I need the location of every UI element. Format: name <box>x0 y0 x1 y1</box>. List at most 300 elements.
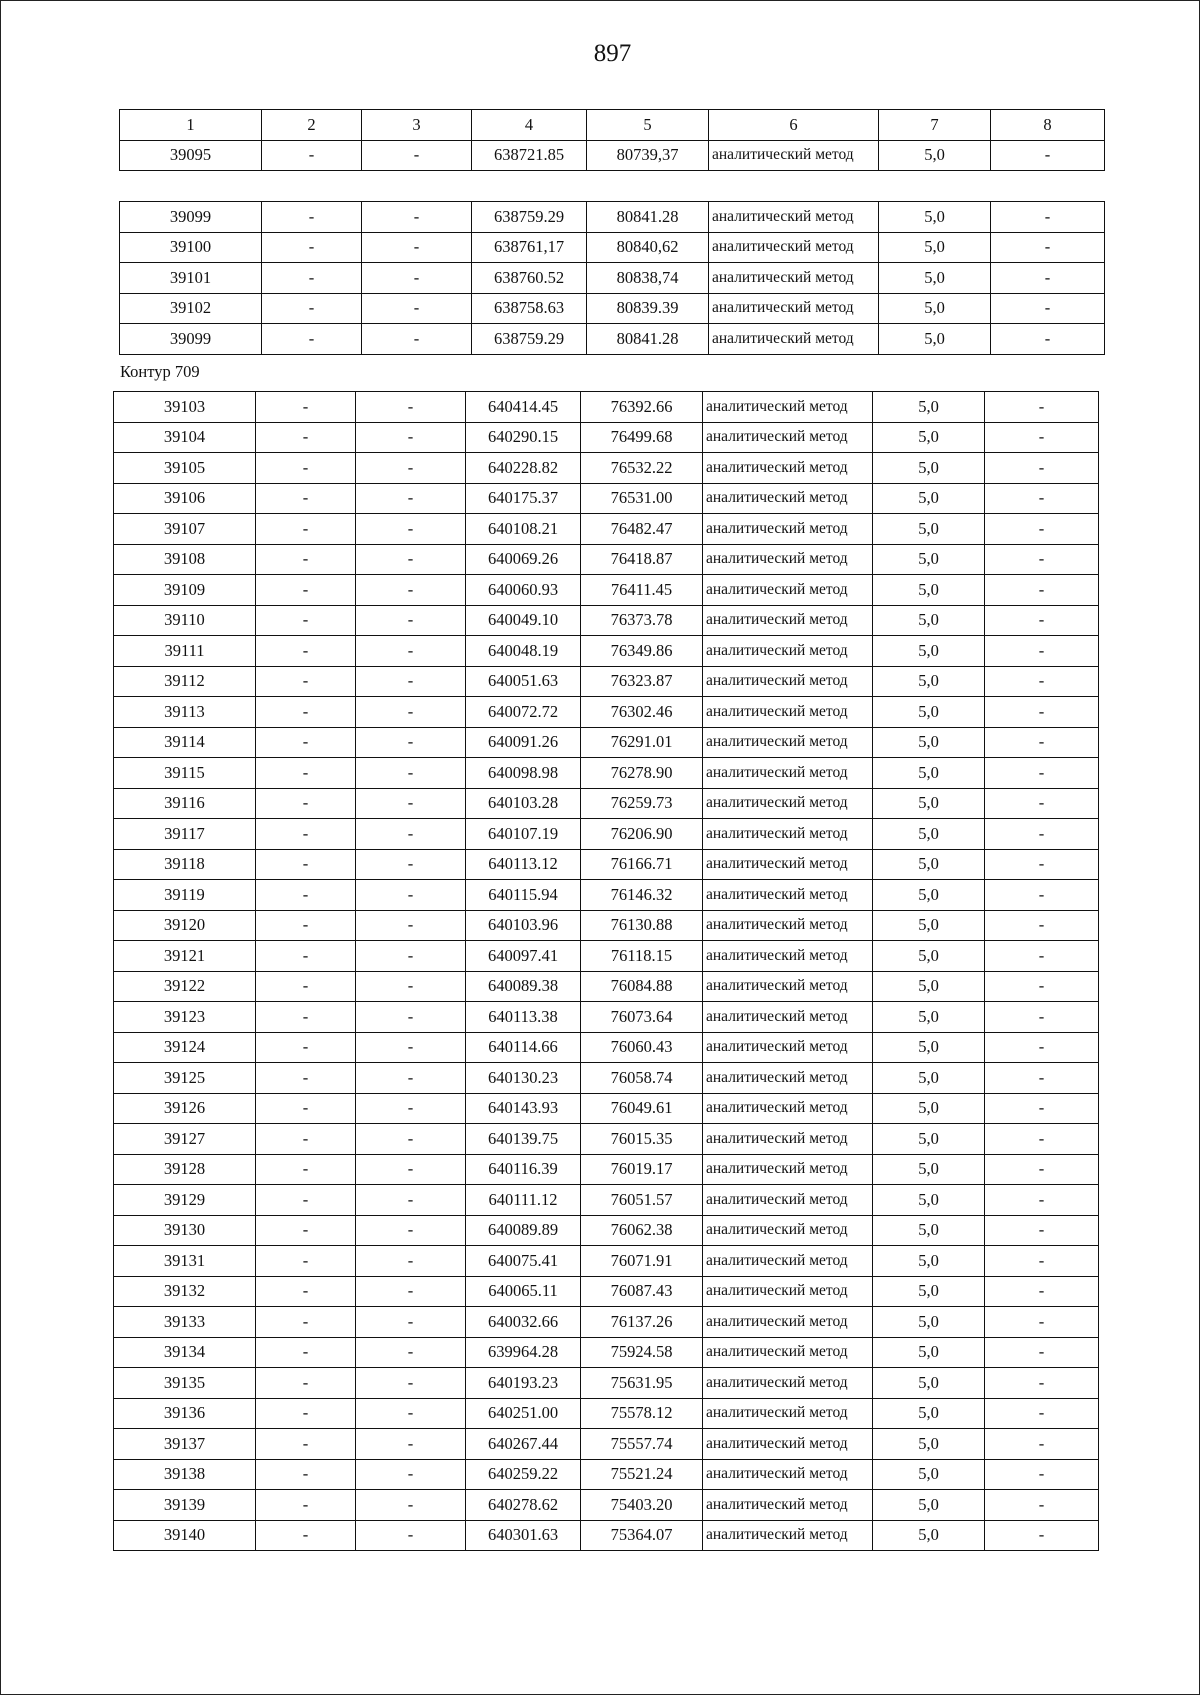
table-cell-col-2: - <box>262 293 362 324</box>
table-row <box>114 727 1099 758</box>
table-cell-col-8: - <box>985 1307 1099 1338</box>
table-cell-col-6: аналитический метод <box>703 453 873 484</box>
table-cell-col-5: 76482.47 <box>581 514 703 545</box>
table-cell-col-8: - <box>985 1368 1099 1399</box>
table-cell-col-3: - <box>356 1307 466 1338</box>
page-number: 897 <box>593 40 632 67</box>
table-cell-col-4: 640103.28 <box>466 788 581 819</box>
table-cell-col-1: 39117 <box>114 819 256 850</box>
table-cell-col-8: - <box>985 1398 1099 1429</box>
table-cell-col-8: - <box>985 544 1099 575</box>
table-cell-col-6: аналитический метод <box>703 1002 873 1033</box>
table-cell-col-4: 638760.52 <box>472 263 587 294</box>
table-cell-col-2: - <box>256 1490 356 1521</box>
table-row <box>114 1368 1099 1399</box>
table-cell-col-4: 640048.19 <box>466 636 581 667</box>
table-row <box>114 514 1099 545</box>
table-cell-col-2: - <box>256 880 356 911</box>
table-cell-col-4: 640060.93 <box>466 575 581 606</box>
table-row <box>120 293 1105 324</box>
table-cell-col-3: - <box>356 1093 466 1124</box>
table-row <box>120 202 1105 233</box>
table-cell-col-2: - <box>256 514 356 545</box>
table-cell-col-6: аналитический метод <box>703 1185 873 1216</box>
table-cell-col-6: аналитический метод <box>703 544 873 575</box>
table-cell-col-1: 39132 <box>114 1276 256 1307</box>
table-cell-col-5: 76015.35 <box>581 1124 703 1155</box>
table-cell-col-7: 5,0 <box>873 422 985 453</box>
table-cell-col-1: 39108 <box>114 544 256 575</box>
table-cell-col-2: - <box>256 392 356 423</box>
table-cell-col-8: - <box>985 1093 1099 1124</box>
table-cell-col-8: - <box>985 788 1099 819</box>
table-cell-col-6: аналитический метод <box>709 293 879 324</box>
table-cell-col-1: 39104 <box>114 422 256 453</box>
table-cell-col-7: 5,0 <box>873 666 985 697</box>
table-cell-col-8: - <box>991 202 1105 233</box>
table-cell-col-4: 638761,17 <box>472 232 587 263</box>
table-row <box>114 392 1099 423</box>
table-cell-col-5: 76373.78 <box>581 605 703 636</box>
table-cell-col-4: 638721.85 <box>472 140 587 171</box>
table-cell-col-7: 5,0 <box>873 636 985 667</box>
table-cell-col-2: - <box>256 422 356 453</box>
table-cell-col-6: аналитический метод <box>703 1032 873 1063</box>
table-cell-col-1: 39123 <box>114 1002 256 1033</box>
table-cell-col-8: - <box>991 293 1105 324</box>
table-cell-col-1: 39134 <box>114 1337 256 1368</box>
table-cell-col-8: - <box>991 232 1105 263</box>
table-cell-col-5: 76062.38 <box>581 1215 703 1246</box>
table-cell-col-6: аналитический метод <box>703 1063 873 1094</box>
table-cell-col-8: - <box>991 324 1105 355</box>
table-cell-col-2: - <box>256 788 356 819</box>
table-cell-col-8: - <box>985 392 1099 423</box>
table-cell-col-5: 76291.01 <box>581 727 703 758</box>
table-cell-col-8: - <box>985 514 1099 545</box>
table-cell-col-1: 39111 <box>114 636 256 667</box>
table-cell-col-1: 39122 <box>114 971 256 1002</box>
table-cell-col-2: - <box>256 1429 356 1460</box>
table-cell-col-3: - <box>356 697 466 728</box>
table-cell-col-4: 640139.75 <box>466 1124 581 1155</box>
table-cell-col-5: 76392.66 <box>581 392 703 423</box>
table-cell-col-7: 5,0 <box>873 1398 985 1429</box>
table-row <box>114 880 1099 911</box>
table-cell-col-8: - <box>985 1154 1099 1185</box>
table-cell-col-7: 5,0 <box>873 483 985 514</box>
table-cell-col-7: 5,0 <box>873 1276 985 1307</box>
table-cell-col-2: - <box>262 324 362 355</box>
table-cell-col-6: аналитический метод <box>703 636 873 667</box>
table-cell-col-7: 5,0 <box>873 392 985 423</box>
table-cell-col-2: - <box>262 263 362 294</box>
table-cell-col-8: - <box>985 1185 1099 1216</box>
table-cell-col-5: 80839.39 <box>587 293 709 324</box>
table-cell-col-8: - <box>985 849 1099 880</box>
table-cell-col-4: 640143.93 <box>466 1093 581 1124</box>
table-cell-col-2: - <box>256 1093 356 1124</box>
table-cell-col-7: 5,0 <box>873 1124 985 1155</box>
table-cell-col-3: - <box>356 1154 466 1185</box>
table-row <box>114 422 1099 453</box>
table-cell-col-4: 640175.37 <box>466 483 581 514</box>
table-cell-col-6: аналитический метод <box>703 1307 873 1338</box>
table-cell-col-2: - <box>256 1246 356 1277</box>
column-header: 5 <box>587 110 709 141</box>
table-row <box>120 263 1105 294</box>
table-cell-col-1: 39125 <box>114 1063 256 1094</box>
table-row <box>114 1276 1099 1307</box>
table-cell-col-1: 39133 <box>114 1307 256 1338</box>
table-row <box>114 666 1099 697</box>
table-cell-col-3: - <box>356 971 466 1002</box>
table-cell-col-2: - <box>256 1307 356 1338</box>
table-cell-col-6: аналитический метод <box>709 140 879 171</box>
table-cell-col-1: 39114 <box>114 727 256 758</box>
table-cell-col-2: - <box>262 140 362 171</box>
table-cell-col-2: - <box>256 453 356 484</box>
table-row <box>114 1093 1099 1124</box>
table-cell-col-4: 640259.22 <box>466 1459 581 1490</box>
table-cell-col-4: 640069.26 <box>466 544 581 575</box>
table-cell-col-1: 39116 <box>114 788 256 819</box>
table-cell-col-5: 80739,37 <box>587 140 709 171</box>
table-cell-col-3: - <box>356 727 466 758</box>
table-cell-col-5: 76130.88 <box>581 910 703 941</box>
table-cell-col-4: 638759.29 <box>472 324 587 355</box>
table-cell-col-5: 76259.73 <box>581 788 703 819</box>
table-cell-col-3: - <box>356 1063 466 1094</box>
table-cell-col-4: 640228.82 <box>466 453 581 484</box>
table-cell-col-3: - <box>356 1246 466 1277</box>
table-cell-col-6: аналитический метод <box>703 514 873 545</box>
table-row <box>114 575 1099 606</box>
table-row <box>114 483 1099 514</box>
table-row <box>114 910 1099 941</box>
column-header: 7 <box>879 110 991 141</box>
table-cell-col-3: - <box>356 1459 466 1490</box>
table-cell-col-1: 39139 <box>114 1490 256 1521</box>
table-cell-col-2: - <box>256 666 356 697</box>
table-cell-col-2: - <box>256 910 356 941</box>
table-cell-col-2: - <box>256 1337 356 1368</box>
table-cell-col-8: - <box>985 1276 1099 1307</box>
table-cell-col-6: аналитический метод <box>703 1246 873 1277</box>
table-cell-col-6: аналитический метод <box>703 1520 873 1551</box>
table-cell-col-1: 39138 <box>114 1459 256 1490</box>
table-cell-col-3: - <box>356 1337 466 1368</box>
table-cell-col-6: аналитический метод <box>703 1154 873 1185</box>
table-cell-col-2: - <box>256 1154 356 1185</box>
table-cell-col-4: 640290.15 <box>466 422 581 453</box>
table-cell-col-6: аналитический метод <box>703 727 873 758</box>
table-cell-col-3: - <box>356 514 466 545</box>
table-cell-col-4: 640414.45 <box>466 392 581 423</box>
table-cell-col-5: 76137.26 <box>581 1307 703 1338</box>
table-cell-col-2: - <box>256 1215 356 1246</box>
table-cell-col-7: 5,0 <box>873 1063 985 1094</box>
table-cell-col-1: 39113 <box>114 697 256 728</box>
table-cell-col-5: 76084.88 <box>581 971 703 1002</box>
table-cell-col-7: 5,0 <box>873 544 985 575</box>
table-cell-col-2: - <box>262 202 362 233</box>
table-cell-col-5: 76411.45 <box>581 575 703 606</box>
table-cell-col-4: 640251.00 <box>466 1398 581 1429</box>
table-row <box>114 1429 1099 1460</box>
table-cell-col-6: аналитический метод <box>703 697 873 728</box>
table-cell-col-4: 640089.38 <box>466 971 581 1002</box>
column-header: 4 <box>472 110 587 141</box>
table-cell-col-4: 640049.10 <box>466 605 581 636</box>
table-row <box>114 1459 1099 1490</box>
table-row <box>114 453 1099 484</box>
table-cell-col-6: аналитический метод <box>703 1368 873 1399</box>
table-cell-col-5: 76049.61 <box>581 1093 703 1124</box>
table-cell-col-8: - <box>985 422 1099 453</box>
table-row <box>114 1154 1099 1185</box>
table-cell-col-1: 39105 <box>114 453 256 484</box>
table-cell-col-8: - <box>985 1490 1099 1521</box>
table-cell-col-7: 5,0 <box>873 910 985 941</box>
table-cell-col-7: 5,0 <box>873 1215 985 1246</box>
table-cell-col-6: аналитический метод <box>703 971 873 1002</box>
table-cell-col-4: 640075.41 <box>466 1246 581 1277</box>
table-cell-col-3: - <box>356 758 466 789</box>
table-cell-col-5: 76073.64 <box>581 1002 703 1033</box>
table-cell-col-2: - <box>256 636 356 667</box>
table-cell-col-5: 76051.57 <box>581 1185 703 1216</box>
table-cell-col-6: аналитический метод <box>703 392 873 423</box>
table-header-row <box>120 110 1105 141</box>
column-header: 3 <box>362 110 472 141</box>
table-cell-col-1: 39107 <box>114 514 256 545</box>
table-row <box>114 1032 1099 1063</box>
table-cell-col-7: 5,0 <box>879 293 991 324</box>
table-row <box>114 1185 1099 1216</box>
table-cell-col-6: аналитический метод <box>703 849 873 880</box>
table-cell-col-7: 5,0 <box>873 849 985 880</box>
table-cell-col-7: 5,0 <box>873 1307 985 1338</box>
table-cell-col-7: 5,0 <box>873 1154 985 1185</box>
table-cell-col-3: - <box>356 422 466 453</box>
table-cell-col-3: - <box>356 636 466 667</box>
table-cell-col-3: - <box>356 575 466 606</box>
table-cell-col-2: - <box>262 232 362 263</box>
table-cell-col-1: 39128 <box>114 1154 256 1185</box>
table-cell-col-3: - <box>356 1490 466 1521</box>
table-cell-col-5: 76146.32 <box>581 880 703 911</box>
table-cell-col-4: 640098.98 <box>466 758 581 789</box>
table-cell-col-5: 75521.24 <box>581 1459 703 1490</box>
table-cell-col-3: - <box>356 544 466 575</box>
table-cell-col-7: 5,0 <box>879 263 991 294</box>
table-cell-col-3: - <box>356 1368 466 1399</box>
table-cell-col-5: 76499.68 <box>581 422 703 453</box>
table-row <box>114 544 1099 575</box>
table-cell-col-7: 5,0 <box>873 1429 985 1460</box>
table-cell-col-5: 76531.00 <box>581 483 703 514</box>
table-cell-col-8: - <box>985 575 1099 606</box>
table-cell-col-4: 640114.66 <box>466 1032 581 1063</box>
table-cell-col-3: - <box>356 1032 466 1063</box>
table-cell-col-3: - <box>356 1276 466 1307</box>
table-cell-col-5: 76058.74 <box>581 1063 703 1094</box>
table-cell-col-1: 39115 <box>114 758 256 789</box>
table-cell-col-6: аналитический метод <box>703 941 873 972</box>
table-row <box>114 1337 1099 1368</box>
table-cell-col-3: - <box>356 1398 466 1429</box>
table-cell-col-2: - <box>256 544 356 575</box>
table-cell-col-4: 640032.66 <box>466 1307 581 1338</box>
table-cell-col-4: 640278.62 <box>466 1490 581 1521</box>
table-cell-col-3: - <box>356 605 466 636</box>
table-cell-col-2: - <box>256 1276 356 1307</box>
table-cell-col-6: аналитический метод <box>709 324 879 355</box>
table-cell-col-4: 640113.38 <box>466 1002 581 1033</box>
table-cell-col-4: 640301.63 <box>466 1520 581 1551</box>
table-cell-col-6: аналитический метод <box>703 1459 873 1490</box>
table-cell-col-5: 76418.87 <box>581 544 703 575</box>
table-cell-col-1: 39110 <box>114 605 256 636</box>
table-cell-col-7: 5,0 <box>873 727 985 758</box>
table-cell-col-1: 39140 <box>114 1520 256 1551</box>
table-cell-col-2: - <box>256 1124 356 1155</box>
table-cell-col-8: - <box>985 453 1099 484</box>
table-cell-col-6: аналитический метод <box>703 1337 873 1368</box>
table-cell-col-3: - <box>362 140 472 171</box>
table-cell-col-3: - <box>356 392 466 423</box>
table-cell-col-2: - <box>256 697 356 728</box>
table-cell-col-1: 39109 <box>114 575 256 606</box>
table-cell-col-7: 5,0 <box>879 202 991 233</box>
table-cell-col-7: 5,0 <box>873 575 985 606</box>
table-cell-col-3: - <box>356 880 466 911</box>
table-cell-col-7: 5,0 <box>879 140 991 171</box>
table-cell-col-4: 640091.26 <box>466 727 581 758</box>
table-cell-col-8: - <box>985 1459 1099 1490</box>
table-cell-col-1: 39099 <box>120 202 262 233</box>
table-cell-col-8: - <box>985 697 1099 728</box>
table-cell-col-8: - <box>985 1429 1099 1460</box>
table-row <box>114 1215 1099 1246</box>
table-cell-col-5: 75403.20 <box>581 1490 703 1521</box>
table-cell-col-1: 39102 <box>120 293 262 324</box>
table-cell-col-6: аналитический метод <box>709 202 879 233</box>
table-cell-col-4: 640111.12 <box>466 1185 581 1216</box>
table-cell-col-7: 5,0 <box>873 453 985 484</box>
coordinates-table-a <box>119 201 1105 355</box>
table-cell-col-2: - <box>256 483 356 514</box>
table-cell-col-6: аналитический метод <box>703 1429 873 1460</box>
table-cell-col-7: 5,0 <box>873 1093 985 1124</box>
table-cell-col-7: 5,0 <box>873 1185 985 1216</box>
table-cell-col-1: 39121 <box>114 941 256 972</box>
column-header: 6 <box>709 110 879 141</box>
table-cell-col-7: 5,0 <box>873 697 985 728</box>
table-cell-col-7: 5,0 <box>873 971 985 1002</box>
table-cell-col-7: 5,0 <box>873 788 985 819</box>
table-cell-col-4: 640267.44 <box>466 1429 581 1460</box>
table-cell-col-8: - <box>985 1124 1099 1155</box>
table-cell-col-8: - <box>985 636 1099 667</box>
table-row <box>120 232 1105 263</box>
table-cell-col-4: 639964.28 <box>466 1337 581 1368</box>
table-cell-col-7: 5,0 <box>879 232 991 263</box>
table-cell-col-3: - <box>356 1215 466 1246</box>
table-cell-col-1: 39101 <box>120 263 262 294</box>
table-cell-col-7: 5,0 <box>873 1246 985 1277</box>
table-row <box>114 788 1099 819</box>
table-cell-col-2: - <box>256 1063 356 1094</box>
table-cell-col-2: - <box>256 575 356 606</box>
table-cell-col-5: 75631.95 <box>581 1368 703 1399</box>
table-cell-col-3: - <box>362 202 472 233</box>
table-cell-col-6: аналитический метод <box>703 910 873 941</box>
table-cell-col-8: - <box>985 605 1099 636</box>
table-cell-col-1: 39129 <box>114 1185 256 1216</box>
table-cell-col-3: - <box>356 910 466 941</box>
table-cell-col-5: 76349.86 <box>581 636 703 667</box>
table-cell-col-5: 80840,62 <box>587 232 709 263</box>
table-cell-col-1: 39118 <box>114 849 256 880</box>
table-cell-col-3: - <box>356 666 466 697</box>
table-cell-col-2: - <box>256 605 356 636</box>
table-cell-col-5: 80841.28 <box>587 202 709 233</box>
coordinates-table-head <box>119 109 1105 171</box>
table-cell-col-7: 5,0 <box>873 819 985 850</box>
table-cell-col-8: - <box>985 1246 1099 1277</box>
table-row <box>114 605 1099 636</box>
table-cell-col-2: - <box>256 758 356 789</box>
table-cell-col-6: аналитический метод <box>709 263 879 294</box>
table-cell-col-1: 39106 <box>114 483 256 514</box>
table-cell-col-5: 76060.43 <box>581 1032 703 1063</box>
table-cell-col-5: 75924.58 <box>581 1337 703 1368</box>
table-cell-col-6: аналитический метод <box>709 232 879 263</box>
table-cell-col-3: - <box>356 941 466 972</box>
table-cell-col-2: - <box>256 1368 356 1399</box>
table-row <box>120 140 1105 171</box>
table-cell-col-8: - <box>985 941 1099 972</box>
table-cell-col-8: - <box>991 140 1105 171</box>
table-cell-col-4: 640097.41 <box>466 941 581 972</box>
table-row <box>114 1490 1099 1521</box>
table-cell-col-3: - <box>356 849 466 880</box>
table-row <box>114 697 1099 728</box>
table-cell-col-6: аналитический метод <box>703 1215 873 1246</box>
table-cell-col-4: 640089.89 <box>466 1215 581 1246</box>
table-cell-col-8: - <box>985 1032 1099 1063</box>
table-cell-col-7: 5,0 <box>873 1032 985 1063</box>
table-cell-col-1: 39100 <box>120 232 262 263</box>
table-cell-col-8: - <box>985 727 1099 758</box>
table-cell-col-8: - <box>985 1063 1099 1094</box>
table-cell-col-8: - <box>985 483 1099 514</box>
table-cell-col-1: 39130 <box>114 1215 256 1246</box>
table-cell-col-8: - <box>985 1002 1099 1033</box>
table-cell-col-4: 640051.63 <box>466 666 581 697</box>
table-cell-col-2: - <box>256 1002 356 1033</box>
table-cell-col-3: - <box>356 453 466 484</box>
table-cell-col-3: - <box>356 1002 466 1033</box>
table-cell-col-3: - <box>356 1520 466 1551</box>
table-cell-col-4: 638758.63 <box>472 293 587 324</box>
table-cell-col-4: 638759.29 <box>472 202 587 233</box>
table-cell-col-7: 5,0 <box>879 324 991 355</box>
table-cell-col-8: - <box>985 758 1099 789</box>
table-cell-col-6: аналитический метод <box>703 758 873 789</box>
